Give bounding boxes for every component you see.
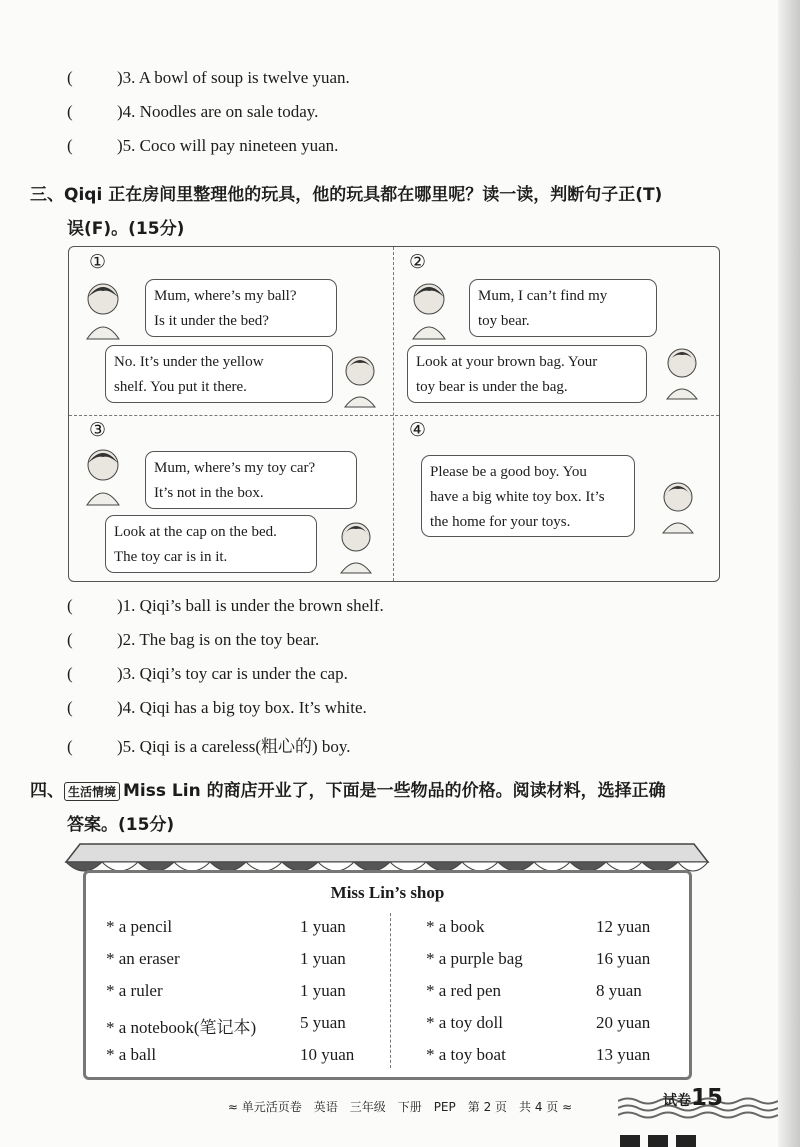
question-row: ( )3. A bowl of soup is twelve yuan. (67, 68, 350, 87)
item-price: 12 yuan (596, 917, 651, 936)
section4-heading-line2: 答案。(15分) (67, 815, 175, 835)
boy-icon (405, 279, 453, 341)
question-row: ( )4. Noodles are on sale today. (67, 102, 319, 121)
speech-bubble: Mum, where’s my ball? Is it under the bed? (145, 279, 337, 337)
mother-icon (655, 475, 701, 535)
panel-divider-vertical (393, 247, 394, 581)
column-divider (390, 913, 391, 1068)
question-row: ( )5. Qiqi is a careless(粗心的) boy. (67, 737, 351, 756)
speech-bubble: Look at the cap on the bed. The toy car is in it. (105, 515, 317, 573)
context-tag: 生活情境 (64, 782, 120, 801)
question-row: ( )2. The bag is on the toy bear. (67, 630, 320, 649)
item-price: 8 yuan (596, 981, 642, 1000)
section3-heading-line2: 误(F)。(15分) (67, 219, 185, 239)
item-name: * an eraser (106, 949, 180, 968)
item-price: 10 yuan (300, 1045, 355, 1064)
item-name: * a ball (106, 1045, 157, 1064)
panel-divider-horizontal (69, 415, 719, 416)
question-row: ( )3. Qiqi’s toy car is under the cap. (67, 664, 348, 683)
boy-icon (79, 445, 127, 507)
panel-number: ① (89, 252, 107, 273)
edge-bar (648, 1135, 668, 1147)
item-name: * a toy boat (426, 1045, 506, 1064)
speech-bubble: No. It’s under the yellow shelf. You put it there. (105, 345, 333, 403)
mother-icon (659, 341, 705, 401)
question-row: ( )1. Qiqi’s ball is under the brown shelf. (67, 596, 384, 615)
mother-icon (333, 515, 379, 575)
speech-bubble: Please be a good boy. You have a big white toy box. It’s the home for your toys. (421, 455, 635, 537)
edge-bar (676, 1135, 696, 1147)
item-name: * a book (426, 917, 485, 936)
panel-number: ④ (409, 420, 427, 441)
mother-icon (337, 349, 383, 409)
panel-number: ③ (89, 420, 107, 441)
item-name: * a toy doll (426, 1013, 503, 1032)
shop-title: Miss Lin’s shop (330, 883, 445, 902)
edge-bar (620, 1135, 640, 1147)
item-name: * a red pen (426, 981, 502, 1000)
item-name: * a pencil (106, 917, 173, 936)
section4-heading: 四、 生活情境 Miss Lin 的商店开业了，下面是一些物品的价格。阅读材料，选择正确 (30, 781, 666, 801)
item-name: * a notebook(笔记本) (106, 1018, 257, 1037)
item-price: 13 yuan (596, 1045, 651, 1064)
item-price: 20 yuan (596, 1013, 651, 1032)
item-price: 5 yuan (300, 1013, 346, 1032)
speech-bubble: Mum, I can’t find my toy bear. (469, 279, 657, 337)
item-price: 16 yuan (596, 949, 651, 968)
footer-text: ≈ 单元活页卷 英语 三年级 下册 PEP 第 2 页 共 4 页 ≈ (227, 1100, 573, 1114)
page-number: 试卷15 (663, 1085, 724, 1111)
section3-heading: 三、Qiqi 正在房间里整理他的玩具，他的玩具都在哪里呢？读一读，判断句子正(T) (30, 185, 663, 205)
item-price: 1 yuan (300, 917, 346, 936)
panel-number: ② (409, 252, 427, 273)
item-price: 1 yuan (300, 949, 346, 968)
question-row: ( )4. Qiqi has a big toy box. It’s white. (67, 698, 367, 717)
dialog-panel (68, 246, 720, 582)
item-name: * a ruler (106, 981, 163, 1000)
item-price: 1 yuan (300, 981, 346, 1000)
boy-icon (79, 279, 127, 341)
page-edge-shadow (778, 0, 800, 1147)
shop-board (62, 840, 712, 1080)
price-board (83, 870, 692, 1080)
question-row: ( )5. Coco will pay nineteen yuan. (67, 136, 339, 155)
speech-bubble: Look at your brown bag. Your toy bear is under the bag. (407, 345, 647, 403)
item-name: * a purple bag (426, 949, 523, 968)
speech-bubble: Mum, where’s my toy car? It’s not in the box. (145, 451, 357, 509)
